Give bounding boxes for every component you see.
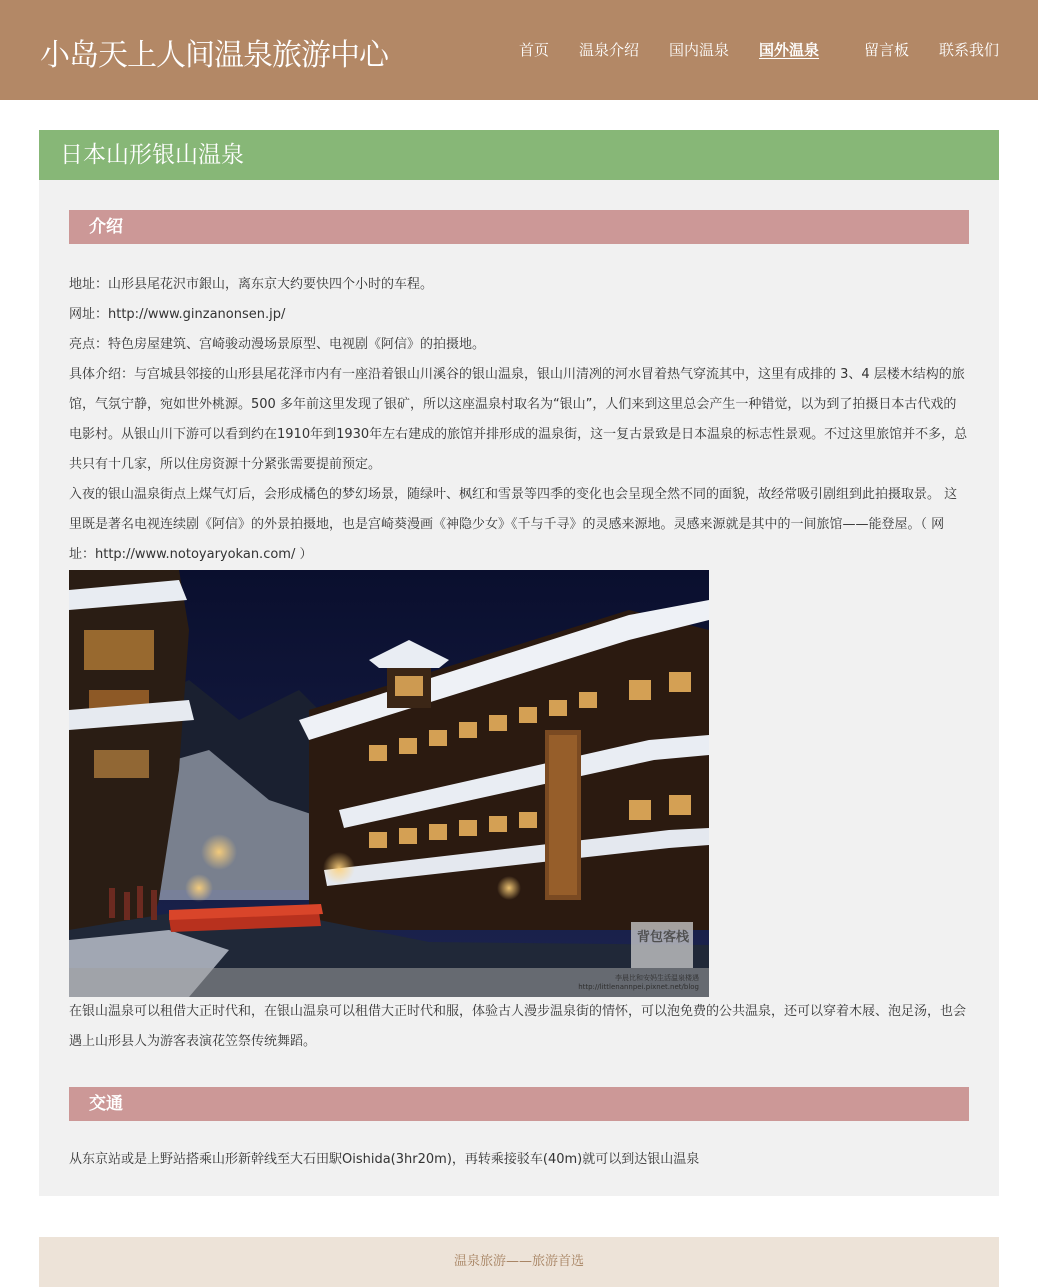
traffic-section-header (69, 1087, 969, 1121)
site-footer (39, 1237, 999, 1287)
page-title-bar (39, 130, 999, 180)
site-logo[interactable]: 小岛天上人间温泉旅游中心 (40, 38, 388, 73)
after-photo-text: 在银山温泉可以租借大正时代和，在银山温泉可以租借大正时代和服，体验古人漫步温泉街的情怀，可以泡免费的公共温泉，还可以穿着木屐、泡足汤，也会遇上山形县人为游客表演花笠祭传统舞蹈。 (69, 1004, 967, 1049)
address-text: 地址：山形县尾花沢市銀山，离东京大约要快四个小时的车程。 (69, 277, 434, 292)
traffic-text: 从东京站或是上野站搭乘山形新幹线至大石田駅Oishida(3hr20m)，再转乘接驳车(40m)就可以到达银山温泉 (69, 1152, 700, 1167)
highlights-text: 亮点：特色房屋建筑、宫崎骏动漫场景原型、电视剧《阿信》的拍摄地。 (69, 337, 486, 352)
night-text: 入夜的银山温泉街点上煤气灯后，会形成橘色的梦幻场景，随绿叶、枫红和雪景等四季的变化也会呈现全然不同的面貌，故经常吸引剧组到此拍摄取景。 这里既是著名电视连续剧《阿信》的外景拍摄地，也是宫崎葵漫画《神隐少女》《千与千寻》的灵感来源地。灵感来源就是其中的一间旅馆——能登屋。（ 网址：http://www.notoyaryokan.com/ ） (69, 487, 958, 562)
page-title: 日本山形银山温泉 (60, 142, 244, 168)
nav-item-contact[interactable]: 联系我们 (939, 41, 1000, 59)
nav-item-guestbook[interactable]: 留言板 (864, 41, 910, 59)
photo-illustration (69, 570, 709, 997)
intro-section-header (69, 210, 969, 244)
footer-text: 温泉旅游——旅游首选 (453, 1254, 584, 1269)
ginzan-onsen-night-photo (69, 570, 709, 997)
nav-item-domestic[interactable]: 国内温泉 (669, 41, 730, 59)
traffic-heading: 交通 (89, 1094, 123, 1114)
nav-item-hot-spring-intro[interactable]: 温泉介绍 (579, 41, 640, 59)
main-content-panel (39, 130, 999, 1196)
detail-text: 具体介绍：与宫城县邻接的山形县尾花泽市内有一座沿着银山川溪谷的银山温泉，银山川清冽的河水冒着热气穿流其中，这里有成排的 3、4 层楼木结构的旅馆，气氛宁静，宛如世外桃源。500 多年前这里发现了银矿，所以这座温泉村取名为“银山”，人们来到这里总会产生一种错觉，以为到了拍摄日本古代戏的电影村。从银山川下游可以看到约在1910年到1930年左右建成的旅馆并排形成的温泉街，这一复古景致是日本温泉的标志性景观。不过这里旅馆并不多，总共只有十几家，所以住房资源十分紧张需要提前预定。 (69, 367, 968, 472)
website-text: 网址：http://www.ginzanonsen.jp/ (69, 307, 286, 322)
photo-watermark-title: 背包客栈 (636, 930, 689, 945)
article-body (69, 210, 969, 1175)
site-header (0, 0, 1038, 100)
main-nav (0, 40, 1038, 62)
nav-item-home[interactable]: 首页 (519, 41, 550, 59)
intro-heading: 介绍 (89, 217, 123, 237)
nav-item-overseas[interactable]: 国外温泉 (759, 41, 820, 59)
photo-watermark-url: 李晨比和安妈生活温泉楼遇 http://littlenannpei.pixnet.net/blog (578, 974, 699, 991)
